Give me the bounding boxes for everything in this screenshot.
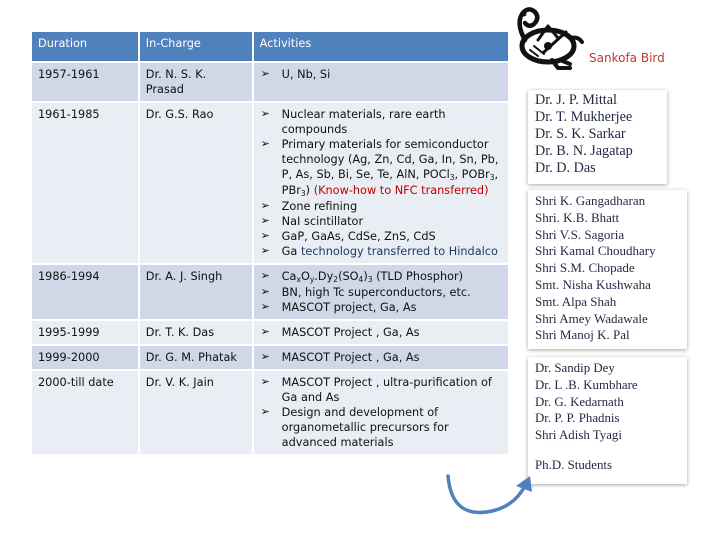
activity-item: ➢ MASCOT project, Ga, As [260, 300, 502, 315]
duration-cell: 1961-1985 [32, 103, 138, 263]
incharge-cell: Dr. G. M. Phatak [140, 346, 252, 369]
incharge-cell: Dr. V. K. Jain [140, 371, 252, 454]
duration-cell: 1986-1994 [32, 265, 138, 319]
person-name: Shri V.S. Sagoria [535, 226, 625, 242]
activity-item: ➢ GaP, GaAs, CdSe, ZnS, CdS [260, 229, 502, 244]
hindalco-note: technology transferred to Hindalco [300, 245, 498, 259]
activity-item: ➢ Design and development of organometallic precursors for advanced materials [260, 405, 502, 450]
students-box [528, 357, 687, 484]
header-incharge: In-Charge [140, 32, 252, 61]
table-row [32, 346, 508, 369]
person-name: Shri Kamal Choudhary [535, 243, 656, 259]
activity-item: ➢ Nuclear materials, rare earth compounds [260, 107, 502, 137]
person-name: Dr. S. K. Sarkar [535, 126, 626, 142]
activities-cell [254, 265, 508, 319]
person-name: Shri. K.B. Bhatt [535, 209, 620, 225]
staff-box [528, 190, 687, 349]
activities-cell [254, 346, 508, 369]
person-name: Dr. Sandip Dey [535, 361, 615, 375]
activities-cell [254, 371, 508, 454]
activity-item: ➢ Primary materials for semiconductor technology (Ag, Zn, Cd, Ga, In, Sn, Pb, P, As, Sb, Bi, Se, Te, AlN, POCl$_3$, POBr$_3$, PBr$_3$) (Know-how to NFC transferred) [260, 137, 502, 199]
table-header-row [32, 32, 508, 61]
activity-item: ➢ $Ca_xO_y.Dy_2(SO_4)_3$ (TLD Phosphor) [260, 269, 502, 285]
person-name: Shri S.M. Chopade [535, 260, 635, 276]
table-row [32, 321, 508, 344]
person-name: Smt. Nisha Kushwaha [535, 276, 651, 292]
header-duration: Duration [32, 32, 138, 61]
person-name: Shri Amey Wadawale [535, 310, 648, 326]
scientists-box [528, 90, 667, 184]
sankofa-bird-icon [508, 2, 588, 72]
incharge-cell: Dr. N. S. K. Prasad [140, 63, 252, 101]
activity-item: ➢ MASCOT Project , ultra-purification of Ga and As [260, 375, 502, 405]
person-name: Dr. T. Mukherjee [535, 109, 633, 125]
incharge-cell: Dr. G.S. Rao [140, 103, 252, 263]
person-name: Shri Manoj K. Pal [535, 327, 630, 343]
activities-cell [254, 63, 508, 101]
table-row [32, 265, 508, 319]
students-label: Ph.D. Students [535, 457, 612, 472]
activity-item: ➢ MASCOT Project , Ga, As [260, 350, 502, 365]
person-name: Dr. J. P. Mittal [535, 92, 617, 108]
person-name: Dr. G. Kedarnath [535, 394, 624, 409]
table-row [32, 371, 508, 454]
person-name: Shri K. Gangadharan [535, 193, 646, 208]
history-table [30, 30, 510, 456]
duration-cell: 1957-1961 [32, 63, 138, 101]
person-name: Shri Adish Tyagi [535, 428, 622, 443]
person-name: Dr. B. N. Jagatap [535, 143, 633, 159]
person-name: Smt. Alpa Shah [535, 293, 617, 309]
duration-cell: 1999-2000 [32, 346, 138, 369]
nfc-transfer-note: (Know-how to NFC transferred) [313, 184, 489, 198]
table-row [32, 63, 508, 101]
activity-item: ➢ Zone refining [260, 199, 502, 214]
incharge-cell: Dr. A. J. Singh [140, 265, 252, 319]
activity-item: ➢ BN, high Tc superconductors, etc. [260, 285, 502, 300]
logo-caption: Sankofa Bird [589, 51, 665, 65]
activities-cell [254, 321, 508, 344]
activity-item: ➢ MASCOT Project , Ga, As [260, 325, 502, 340]
curved-arrow-icon [440, 470, 540, 530]
table-row [32, 103, 508, 263]
incharge-cell: Dr. T. K. Das [140, 321, 252, 344]
duration-cell: 2000-till date [32, 371, 138, 454]
activity-item: ➢ NaI scintillator [260, 214, 502, 229]
activity-item: ➢ U, Nb, Si [260, 67, 502, 82]
person-name: Dr. P. P. Phadnis [535, 411, 620, 426]
header-activities: Activities [254, 32, 508, 61]
person-name: Dr. D. Das [535, 160, 596, 176]
activity-item: ➢ Ga technology transferred to Hindalco [260, 244, 502, 259]
spacer [535, 444, 683, 457]
activities-cell [254, 103, 508, 263]
person-name: Dr. L .B. Kumbhare [535, 377, 638, 392]
duration-cell: 1995-1999 [32, 321, 138, 344]
